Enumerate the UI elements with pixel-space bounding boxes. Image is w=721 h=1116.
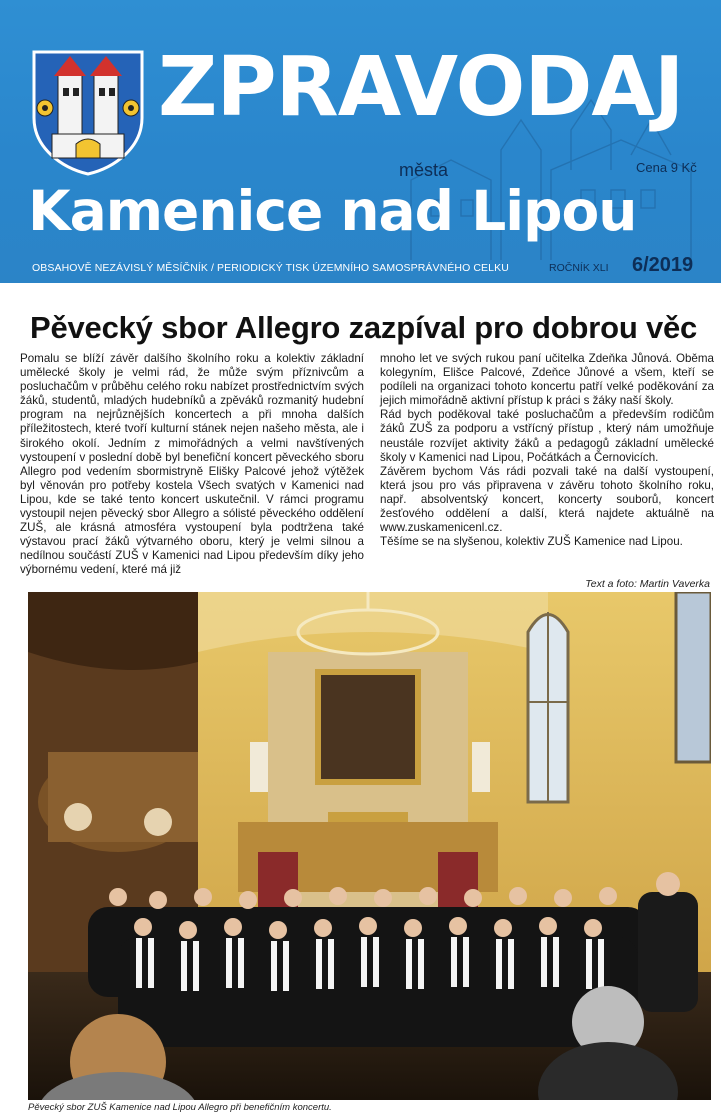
paragraph: Závěrem bychom Vás rádi pozvali také na další vystoupení, která jsou pro vás připravena v závěru tohoto školního roku, např. absolventský koncert, koncerty souborů, koncert žesťového oddělení a další, která najdete aktuálně na www.zuskamenicenl.cz. xyxy=(380,464,714,535)
concert-photo xyxy=(28,592,711,1100)
paragraph: Rád bych poděkoval také posluchačům a především rodičům žáků ZUŠ za podporu a vstřícný přístup , který nám umožňuje neustále rozvíjet aktivity žáků a pedagogů základní umělecké školy v Kamenici nad Lipou, Počátkách a Černovicích. xyxy=(380,408,714,464)
town-coat-of-arms xyxy=(30,48,146,176)
paragraph: Těšíme se na slyšenou, kolektiv ZUŠ Kamenice nad Lipou. xyxy=(380,535,683,549)
article-left-column xyxy=(20,352,364,578)
masthead-tagline: OBSAHOVĚ NEZÁVISLÝ MĚSÍČNÍK / PERIODICKÝ TISK ÚZEMNÍHO SAMOSPRÁVNÉHO CELKU xyxy=(32,262,509,274)
paragraph: mnoho let ve svých rukou paní učitelka Zdeňka Jůnová. Oběma kolegyním, Elišce Palcové, Zdeňce Jůnové a všem, kteří se podíleli na organizaci tohoto koncertu patří velké poděkování za jejich mimořádně aktivní přístup k práci s žáky naší školy. xyxy=(380,352,714,408)
price-label: Cena 9 Kč xyxy=(636,160,697,175)
paragraph: Pomalu se blíží závěr dalšího školního roku a kolektiv základní umělecké školy je velmi rád, že může svým příznivcům a posluchačům v průběhu celého roku nabízet prostřednictvím svých žáků, studentů, mladých hudebníků a zpěváků rozmanitý hudební program na nejrůznějších koncertech a při mnoha dalších příležitostech, které tvoří kulturní stánek nejen našeho města, ale i širokého okolí. Jedním z mimořádných a velmi navštívených vystoupení v poslední době byl benefiční koncert pěveckého sboru Allegro pod vedením sbormistryně Elišky Palcové jehož výtěžek byl věnován pro potřeby kostela Všech svatých v Kamenici nad Lipou, kde se také tento koncert uskutečnil. V rámci programu vystoupil nejen pěvecký sbor Allegro a sólisté pěveckého oddělení ZUŠ, ale krásná atmosféra vystoupení byla podtržena také výstavou prací žáků výtvarného oboru, který je velmi silnou a nedílnou součástí ZUŠ v Kamenici nad Lipou především díky jeho výbornému vedení, které má již xyxy=(20,352,364,577)
credit-author: Text a foto: Martin Vaverka xyxy=(585,578,710,590)
city-name: Kamenice nad Lipou xyxy=(28,179,637,243)
article-headline: Pěvecký sbor Allegro zazpíval pro dobrou věc xyxy=(30,310,698,345)
title-subword: města xyxy=(399,160,449,180)
volume-label: ROČNÍK XLI xyxy=(549,262,609,274)
article-right-column xyxy=(380,352,714,549)
photo-caption: Pěvecký sbor ZUŠ Kamenice nad Lipou Allegro při benefičním koncertu. xyxy=(28,1102,332,1113)
newspaper-title: ZPRAVODAJ xyxy=(158,40,684,135)
church-choir-illustration xyxy=(28,592,711,1100)
masthead xyxy=(0,0,721,283)
issue-number: 6/2019 xyxy=(632,254,694,276)
